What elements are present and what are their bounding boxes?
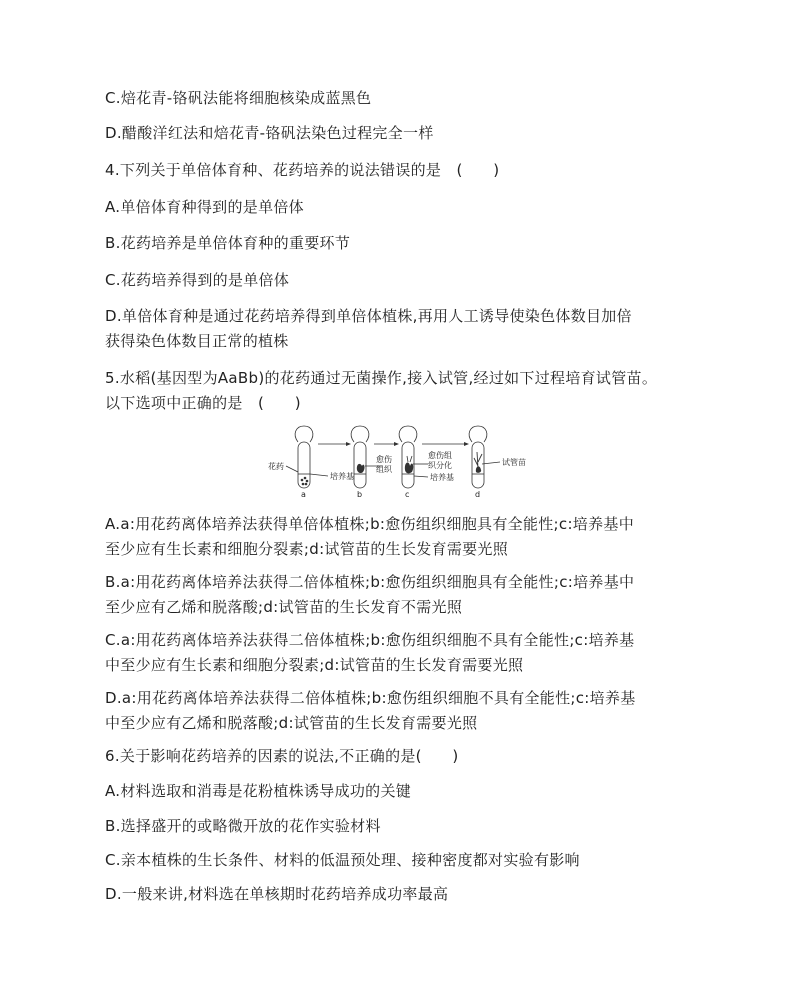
line-12: 至少应有生长素和细胞分裂素;d:试管苗的生长发育需要光照 <box>105 540 509 558</box>
arrowhead-a-b <box>346 442 351 446</box>
label-anther: 花药 <box>268 462 284 471</box>
cotton-plug-d <box>469 426 487 442</box>
tube-label-b: b <box>357 490 363 499</box>
line-20: A.材料选取和消毒是花粉植株诱导成功的关键 <box>105 782 412 800</box>
arrowhead-b-c <box>394 442 399 446</box>
line-11: A.a:用花药离体培养法获得单倍体植株;b:愈伤组织细胞具有全能性;c:培养基中 <box>105 515 634 533</box>
line-14: 至少应有乙烯和脱落酸;d:试管苗的生长发育不需光照 <box>105 598 463 616</box>
line-4: A.单倍体育种得到的是单倍体 <box>105 198 304 216</box>
label-seedling: 试管苗 <box>502 458 526 467</box>
seedling-leaves <box>474 452 482 468</box>
line-16: 中至少应有生长素和细胞分裂素;d:试管苗的生长发育需要光照 <box>105 656 524 674</box>
label-medium: 培养基 <box>330 472 354 481</box>
callus-b <box>357 464 365 473</box>
label-callus-2: 组织 <box>376 465 392 474</box>
cotton-plug-c <box>399 426 417 442</box>
line-2: D.醋酸洋红法和焙花青-铬矾法染色过程完全一样 <box>105 124 434 142</box>
line-15: C.a:用花药离体培养法获得二倍体植株;b:愈伤组织细胞不具有全能性;c:培养基 <box>105 631 635 649</box>
cotton-plug-b <box>351 426 369 442</box>
line-3: 4.下列关于单倍体育种、花药培养的说法错误的是 ( ) <box>105 161 500 179</box>
line-17: D.a:用花药离体培养法获得二倍体植株;b:愈伤组织细胞不具有全能性;c:培养基 <box>105 689 636 707</box>
arrowhead-c-d <box>464 442 469 446</box>
tube-label-a: a <box>301 490 306 499</box>
label-diff-2: 织分化 <box>428 461 452 470</box>
line-18: 中至少应有乙烯和脱落酸;d:试管苗的生长发育需要光照 <box>105 714 478 732</box>
label-medium-2: 培养基 <box>430 473 454 482</box>
line-7: D.单倍体育种是通过花药培养得到单倍体植株,再用人工诱导使染色体数目加倍 <box>105 307 632 325</box>
line-9: 5.水稻(基因型为AaBb)的花药通过无菌操作,接入试管,经过如下过程培育试管苗。 <box>105 369 658 387</box>
line-13: B.a:用花药离体培养法获得二倍体植株;b:愈伤组织细胞具有全能性;c:培养基中 <box>105 573 635 591</box>
line-19: 6.关于影响花药培养的因素的说法,不正确的是( ) <box>105 747 459 765</box>
line-8: 获得染色体数目正常的植株 <box>105 332 289 350</box>
line-10: 以下选项中正确的是 ( ) <box>105 394 301 412</box>
seedling-base <box>476 466 481 472</box>
tube-label-c: c <box>405 490 410 499</box>
culture-process-figure <box>268 422 538 500</box>
line-5: B.花药培养是单倍体育种的重要环节 <box>105 234 351 252</box>
label-diff-1: 愈伤组 <box>428 451 452 460</box>
callus-c <box>405 463 413 474</box>
line-21: B.选择盛开的或略微开放的花作实验材料 <box>105 817 381 835</box>
cotton-plug-a <box>295 426 313 442</box>
line-23: D.一般来讲,材料选在单核期时花药培养成功率最高 <box>105 885 449 903</box>
line-22: C.亲本植株的生长条件、材料的低温预处理、接种密度都对实验有影响 <box>105 851 580 869</box>
line-1: C.焙花青-铬矾法能将细胞核染成蓝黑色 <box>105 89 372 107</box>
tube-label-d: d <box>475 490 481 499</box>
label-callus-1: 愈伤 <box>376 455 392 464</box>
line-6: C.花药培养得到的是单倍体 <box>105 271 290 289</box>
